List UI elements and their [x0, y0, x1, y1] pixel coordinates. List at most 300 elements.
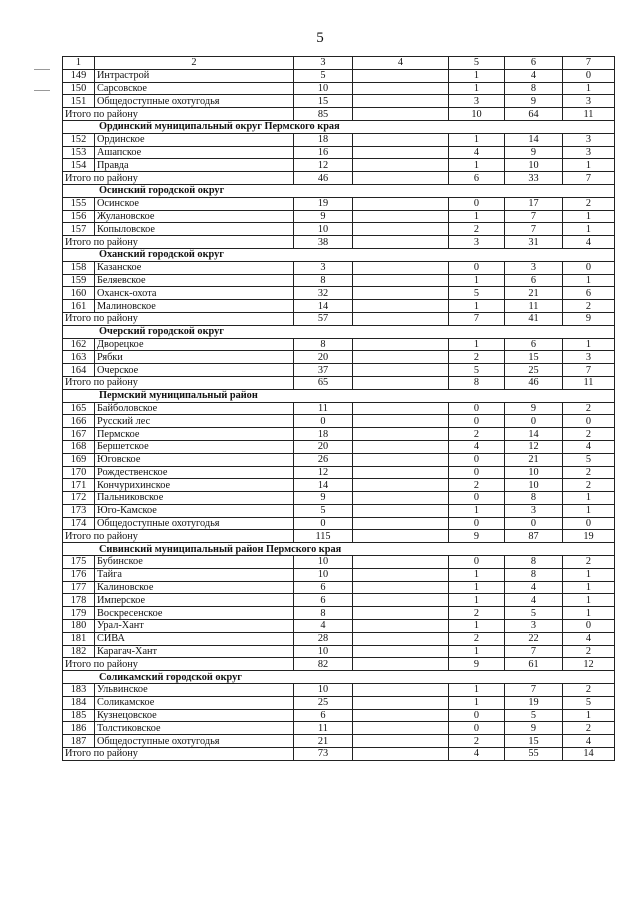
row-number: 171: [63, 479, 95, 492]
value-col3: 0: [294, 517, 353, 530]
total-value: 8: [449, 376, 505, 389]
value-col3: 20: [294, 351, 353, 364]
value-col7: 1: [563, 159, 615, 172]
hunting-ground-name: Пермское: [95, 428, 294, 441]
table-row: [63, 504, 615, 517]
district-total-row: [63, 108, 615, 121]
row-number: 164: [63, 364, 95, 377]
value-col3: 4: [294, 620, 353, 633]
value-col6: 7: [505, 684, 563, 697]
total-value: 46: [294, 172, 353, 185]
hunting-ground-name: Имперское: [95, 594, 294, 607]
section-title: Очерский городской округ: [63, 325, 615, 338]
total-value: 6: [449, 172, 505, 185]
value-col6: 8: [505, 556, 563, 569]
value-col6: 22: [505, 632, 563, 645]
value-col5: 2: [449, 223, 505, 236]
total-value: 33: [505, 172, 563, 185]
value-col4: [353, 210, 449, 223]
table-row: [63, 287, 615, 300]
value-col3: 5: [294, 504, 353, 517]
total-label: Итого по району: [63, 658, 294, 671]
row-number: 168: [63, 440, 95, 453]
value-col3: 11: [294, 402, 353, 415]
hunting-ground-name: Пальниковское: [95, 492, 294, 505]
value-col3: 0: [294, 415, 353, 428]
value-col3: 16: [294, 146, 353, 159]
hunting-ground-name: Соликамское: [95, 696, 294, 709]
district-total-row: [63, 376, 615, 389]
margin-mark: [34, 90, 50, 91]
total-value: [353, 312, 449, 325]
value-col3: 6: [294, 581, 353, 594]
hunting-ground-name: Оханск-охота: [95, 287, 294, 300]
value-col6: 9: [505, 402, 563, 415]
value-col4: [353, 351, 449, 364]
column-number: 1: [63, 57, 95, 70]
value-col6: 3: [505, 620, 563, 633]
value-col7: 0: [563, 517, 615, 530]
row-number: 151: [63, 95, 95, 108]
table-row: [63, 261, 615, 274]
value-col4: [353, 594, 449, 607]
table-row: [63, 556, 615, 569]
value-col7: 1: [563, 274, 615, 287]
total-value: [353, 658, 449, 671]
value-col4: [353, 95, 449, 108]
value-col3: 20: [294, 440, 353, 453]
section-title: Ординский муниципальный округ Пермского края: [63, 120, 615, 133]
hunting-ground-name: Ульвинское: [95, 684, 294, 697]
total-value: 41: [505, 312, 563, 325]
total-label: Итого по району: [63, 172, 294, 185]
row-number: 163: [63, 351, 95, 364]
total-value: [353, 172, 449, 185]
value-col3: 14: [294, 300, 353, 313]
table-row: [63, 709, 615, 722]
table-body: [63, 57, 615, 761]
value-col3: 26: [294, 453, 353, 466]
total-value: 57: [294, 312, 353, 325]
hunting-ground-name: Осинское: [95, 197, 294, 210]
hunting-ground-name: Юговское: [95, 453, 294, 466]
value-col6: 4: [505, 594, 563, 607]
value-col5: 1: [449, 645, 505, 658]
table-row: [63, 95, 615, 108]
value-col3: 14: [294, 479, 353, 492]
total-value: 31: [505, 236, 563, 249]
value-col5: 1: [449, 300, 505, 313]
value-col7: 2: [563, 645, 615, 658]
value-col3: 37: [294, 364, 353, 377]
row-number: 175: [63, 556, 95, 569]
total-label: Итого по району: [63, 748, 294, 761]
value-col5: 1: [449, 133, 505, 146]
row-number: 166: [63, 415, 95, 428]
page-number: 5: [316, 30, 324, 46]
table-row: [63, 620, 615, 633]
row-number: 167: [63, 428, 95, 441]
section-header-row: [63, 184, 615, 197]
value-col7: 2: [563, 197, 615, 210]
row-number: 185: [63, 709, 95, 722]
table-row: [63, 133, 615, 146]
value-col5: 0: [449, 453, 505, 466]
value-col6: 17: [505, 197, 563, 210]
value-col4: [353, 159, 449, 172]
value-col6: 3: [505, 261, 563, 274]
value-col5: 2: [449, 607, 505, 620]
value-col3: 10: [294, 645, 353, 658]
value-col3: 12: [294, 159, 353, 172]
hunting-ground-name: Сарсовское: [95, 82, 294, 95]
hunting-ground-name: Юго-Камское: [95, 504, 294, 517]
total-value: 9: [449, 530, 505, 543]
value-col6: 0: [505, 517, 563, 530]
total-label: Итого по району: [63, 108, 294, 121]
value-col3: 18: [294, 133, 353, 146]
value-col5: 5: [449, 364, 505, 377]
value-col4: [353, 696, 449, 709]
table-row: [63, 415, 615, 428]
row-number: 159: [63, 274, 95, 287]
table-row: [63, 82, 615, 95]
table-row: [63, 146, 615, 159]
total-value: [353, 748, 449, 761]
table-row: [63, 453, 615, 466]
value-col3: 10: [294, 568, 353, 581]
value-col4: [353, 300, 449, 313]
value-col3: 8: [294, 338, 353, 351]
hunting-ground-name: Жулановское: [95, 210, 294, 223]
hunting-ground-name: Интрастрой: [95, 69, 294, 82]
value-col5: 0: [449, 402, 505, 415]
row-number: 178: [63, 594, 95, 607]
value-col6: 5: [505, 709, 563, 722]
total-value: 38: [294, 236, 353, 249]
value-col7: 0: [563, 620, 615, 633]
value-col6: 25: [505, 364, 563, 377]
value-col4: [353, 722, 449, 735]
row-number: 180: [63, 620, 95, 633]
value-col4: [353, 556, 449, 569]
value-col4: [353, 133, 449, 146]
value-col7: 7: [563, 364, 615, 377]
value-col6: 5: [505, 607, 563, 620]
value-col4: [353, 223, 449, 236]
value-col4: [353, 197, 449, 210]
table-row: [63, 466, 615, 479]
value-col7: 4: [563, 440, 615, 453]
value-col3: 19: [294, 197, 353, 210]
value-col4: [353, 492, 449, 505]
value-col6: 7: [505, 210, 563, 223]
value-col3: 10: [294, 684, 353, 697]
value-col4: [353, 735, 449, 748]
value-col6: 15: [505, 351, 563, 364]
value-col5: 0: [449, 492, 505, 505]
value-col3: 8: [294, 607, 353, 620]
hunting-ground-name: Общедоступные охотугодья: [95, 735, 294, 748]
hunting-ground-name: Ашапское: [95, 146, 294, 159]
value-col4: [353, 287, 449, 300]
hunting-ground-name: Кузнецовское: [95, 709, 294, 722]
value-col6: 11: [505, 300, 563, 313]
value-col5: 1: [449, 82, 505, 95]
value-col6: 7: [505, 645, 563, 658]
hunting-ground-name: Калиновское: [95, 581, 294, 594]
value-col5: 1: [449, 274, 505, 287]
row-number: 181: [63, 632, 95, 645]
hunting-ground-name: Правда: [95, 159, 294, 172]
table-row: [63, 159, 615, 172]
value-col3: 15: [294, 95, 353, 108]
total-value: [353, 376, 449, 389]
value-col5: 2: [449, 632, 505, 645]
value-col4: [353, 146, 449, 159]
value-col7: 1: [563, 82, 615, 95]
value-col6: 14: [505, 428, 563, 441]
column-number: 3: [294, 57, 353, 70]
value-col6: 3: [505, 504, 563, 517]
value-col7: 1: [563, 338, 615, 351]
hunting-ground-name: Бубинское: [95, 556, 294, 569]
row-number: 149: [63, 69, 95, 82]
value-col7: 1: [563, 594, 615, 607]
table-row: [63, 696, 615, 709]
total-value: 82: [294, 658, 353, 671]
hunting-ground-name: Рождественское: [95, 466, 294, 479]
hunting-ground-name: Общедоступные охотугодья: [95, 95, 294, 108]
row-number: 184: [63, 696, 95, 709]
total-value: 7: [449, 312, 505, 325]
row-number: 169: [63, 453, 95, 466]
table-row: [63, 210, 615, 223]
table-row: [63, 632, 615, 645]
value-col7: 1: [563, 223, 615, 236]
value-col7: 4: [563, 632, 615, 645]
row-number: 154: [63, 159, 95, 172]
value-col4: [353, 581, 449, 594]
value-col5: 1: [449, 594, 505, 607]
value-col7: 2: [563, 402, 615, 415]
value-col4: [353, 440, 449, 453]
hunting-ground-name: Толстиковское: [95, 722, 294, 735]
table-row: [63, 428, 615, 441]
column-number: 6: [505, 57, 563, 70]
value-col5: 1: [449, 69, 505, 82]
value-col5: 2: [449, 428, 505, 441]
total-value: 11: [563, 376, 615, 389]
hunting-ground-name: Очерское: [95, 364, 294, 377]
value-col7: 5: [563, 453, 615, 466]
value-col7: 1: [563, 581, 615, 594]
value-col7: 1: [563, 492, 615, 505]
margin-mark: [34, 69, 50, 70]
hunting-ground-name: Рябки: [95, 351, 294, 364]
table-row: [63, 402, 615, 415]
value-col4: [353, 274, 449, 287]
value-col7: 1: [563, 568, 615, 581]
value-col4: [353, 620, 449, 633]
value-col6: 19: [505, 696, 563, 709]
row-number: 176: [63, 568, 95, 581]
total-value: 65: [294, 376, 353, 389]
table-row: [63, 607, 615, 620]
value-col6: 9: [505, 95, 563, 108]
column-number: 4: [353, 57, 449, 70]
table-row: [63, 69, 615, 82]
row-number: 161: [63, 300, 95, 313]
table-header-row: [63, 57, 615, 70]
total-value: 7: [563, 172, 615, 185]
value-col6: 8: [505, 568, 563, 581]
value-col5: 0: [449, 556, 505, 569]
district-total-row: [63, 748, 615, 761]
value-col7: 3: [563, 133, 615, 146]
value-col4: [353, 338, 449, 351]
total-value: 46: [505, 376, 563, 389]
total-value: 19: [563, 530, 615, 543]
total-value: 10: [449, 108, 505, 121]
row-number: 150: [63, 82, 95, 95]
value-col3: 10: [294, 82, 353, 95]
value-col5: 1: [449, 504, 505, 517]
value-col4: [353, 632, 449, 645]
row-number: 174: [63, 517, 95, 530]
table-row: [63, 351, 615, 364]
section-header-row: [63, 543, 615, 556]
table-row: [63, 364, 615, 377]
value-col4: [353, 607, 449, 620]
table-row: [63, 568, 615, 581]
value-col4: [353, 504, 449, 517]
district-total-row: [63, 530, 615, 543]
total-value: 61: [505, 658, 563, 671]
total-value: 87: [505, 530, 563, 543]
total-value: 115: [294, 530, 353, 543]
row-number: 170: [63, 466, 95, 479]
table-row: [63, 197, 615, 210]
value-col4: [353, 517, 449, 530]
row-number: 160: [63, 287, 95, 300]
value-col7: 6: [563, 287, 615, 300]
district-total-row: [63, 658, 615, 671]
row-number: 172: [63, 492, 95, 505]
value-col5: 1: [449, 568, 505, 581]
hunting-ground-name: СИВА: [95, 632, 294, 645]
value-col7: 0: [563, 69, 615, 82]
value-col5: 0: [449, 415, 505, 428]
total-value: 14: [563, 748, 615, 761]
value-col6: 0: [505, 415, 563, 428]
total-label: Итого по району: [63, 236, 294, 249]
value-col5: 1: [449, 620, 505, 633]
row-number: 179: [63, 607, 95, 620]
value-col3: 8: [294, 274, 353, 287]
value-col7: 2: [563, 556, 615, 569]
value-col3: 25: [294, 696, 353, 709]
section-header-row: [63, 389, 615, 402]
value-col6: 9: [505, 146, 563, 159]
row-number: 152: [63, 133, 95, 146]
row-number: 187: [63, 735, 95, 748]
total-value: 9: [449, 658, 505, 671]
section-title: Осинский городской округ: [63, 184, 615, 197]
hunting-ground-name: Копыловское: [95, 223, 294, 236]
value-col6: 7: [505, 223, 563, 236]
value-col5: 4: [449, 440, 505, 453]
value-col4: [353, 453, 449, 466]
table-row: [63, 735, 615, 748]
hunting-ground-name: Беляевское: [95, 274, 294, 287]
value-col7: 2: [563, 466, 615, 479]
table-row: [63, 479, 615, 492]
value-col7: 0: [563, 261, 615, 274]
value-col5: 0: [449, 197, 505, 210]
value-col3: 18: [294, 428, 353, 441]
total-value: 4: [449, 748, 505, 761]
hunting-ground-name: Дворецкое: [95, 338, 294, 351]
value-col6: 21: [505, 453, 563, 466]
hunting-grounds-table: [62, 56, 615, 761]
total-value: 73: [294, 748, 353, 761]
row-number: 173: [63, 504, 95, 517]
value-col3: 9: [294, 492, 353, 505]
value-col6: 6: [505, 338, 563, 351]
table-row: [63, 517, 615, 530]
total-value: 4: [563, 236, 615, 249]
table-row: [63, 274, 615, 287]
row-number: 182: [63, 645, 95, 658]
value-col4: [353, 709, 449, 722]
table-row: [63, 645, 615, 658]
district-total-row: [63, 172, 615, 185]
row-number: 177: [63, 581, 95, 594]
value-col6: 15: [505, 735, 563, 748]
value-col3: 12: [294, 466, 353, 479]
value-col4: [353, 364, 449, 377]
row-number: 158: [63, 261, 95, 274]
value-col7: 1: [563, 709, 615, 722]
value-col6: 12: [505, 440, 563, 453]
value-col3: 11: [294, 722, 353, 735]
value-col4: [353, 415, 449, 428]
total-value: 85: [294, 108, 353, 121]
value-col3: 32: [294, 287, 353, 300]
value-col6: 4: [505, 581, 563, 594]
value-col6: 10: [505, 479, 563, 492]
total-label: Итого по району: [63, 530, 294, 543]
row-number: 157: [63, 223, 95, 236]
value-col5: 3: [449, 95, 505, 108]
section-header-row: [63, 120, 615, 133]
section-title: Сивинский муниципальный район Пермского края: [63, 543, 615, 556]
row-number: 165: [63, 402, 95, 415]
total-value: 3: [449, 236, 505, 249]
value-col3: 21: [294, 735, 353, 748]
total-value: 12: [563, 658, 615, 671]
value-col4: [353, 261, 449, 274]
value-col3: 9: [294, 210, 353, 223]
value-col4: [353, 645, 449, 658]
value-col7: 2: [563, 428, 615, 441]
value-col7: 2: [563, 479, 615, 492]
value-col3: 28: [294, 632, 353, 645]
section-title: Оханский городской округ: [63, 248, 615, 261]
total-value: [353, 236, 449, 249]
value-col7: 1: [563, 607, 615, 620]
